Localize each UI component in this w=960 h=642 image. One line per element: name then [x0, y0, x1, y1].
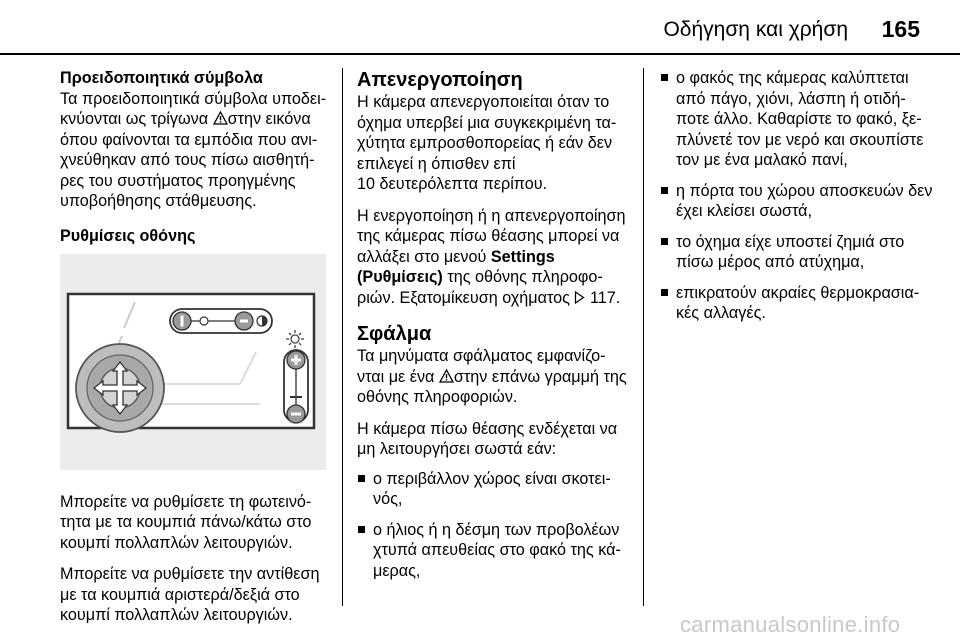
text-line: νται με ένα [357, 367, 435, 386]
text-line: μερας, [373, 561, 421, 580]
text-line: πλύνετέ τον με νερό και σκουπίστε [676, 130, 924, 149]
text-line: χτυπά απευθείας στο φακό της κά- [373, 541, 621, 559]
warning-symbols-paragraph [60, 89, 328, 212]
text-line: νός, [373, 490, 403, 508]
bullet [358, 475, 365, 482]
text-line: κές αλλαγές. [676, 304, 766, 322]
chapter-title: Οδήγηση και χρήση [663, 18, 848, 41]
deactivation-heading: Απενεργοποίηση [357, 69, 523, 91]
column-divider-2 [643, 68, 644, 606]
text-line: η πόρτα του χώρου αποσκευών δεν [676, 181, 933, 200]
bullet [661, 289, 668, 296]
column-divider-1 [342, 68, 343, 606]
text-line: χύτητα εμπροσθοπορείας ή εάν δεν [357, 134, 613, 152]
text-line: στην επάνω γραμμή της [453, 367, 627, 386]
list-item [357, 520, 635, 582]
text-line: επικρατούν ακραίες θερμοκρασια- [676, 283, 920, 302]
text-line: το όχημα είχε υποστεί ζημιά στο [676, 232, 905, 251]
contrast-paragraph [60, 564, 328, 626]
warning-triangle-icon [439, 369, 454, 383]
text-line: Τα προειδοποιητικά σύμβολα υποδει- [60, 89, 327, 108]
list-item [660, 232, 935, 273]
brightness-paragraph [60, 492, 328, 554]
text-line: ο ήλιος ή η δέσμη των προβολέων [373, 520, 620, 539]
display-settings-illustration [60, 254, 326, 470]
text-line: της κάμερας πίσω θέασης μπορεί να [357, 227, 620, 245]
text-line: της οθόνης πληροφο- [447, 268, 603, 286]
text-line: όχημα υπερβεί μια συγκεκριμένη τα- [357, 113, 617, 132]
reenable-paragraph [357, 206, 635, 309]
text-line: κνύονται ως τρίγωνα [60, 110, 209, 128]
column-3 [660, 68, 935, 334]
malfunction-paragraph [357, 419, 635, 460]
contrast-half-circle-icon [257, 316, 267, 326]
text-line: ριών. Εξατομίκευση οχήματος [357, 288, 570, 307]
bullet [661, 238, 668, 245]
header-rule [0, 53, 960, 55]
bullet [661, 187, 668, 194]
text-line: τον με ένα μαλακό πανί, [676, 151, 848, 169]
text-line: πίσω μέρος από ατύχημα, [676, 253, 865, 271]
text-line: έχει κλείσει σωστά, [676, 202, 812, 220]
text-line: όπου φαίνονται τα εμπόδια που ανι- [60, 130, 318, 149]
text-line: χνεύθηκαν από τους πίσω αισθητή- [60, 151, 315, 169]
page-header [0, 0, 960, 60]
error-paragraph [357, 346, 635, 408]
bullet [661, 74, 668, 81]
text-line: από πάγο, χιόνι, λάσπη ή οτιδή- [676, 89, 906, 108]
text-line: επιλεγεί η όπισθεν επί [357, 154, 516, 173]
text-line: Η κάμερα πίσω θέασης ενδέχεται να [357, 419, 618, 438]
text-line: ρες του συστήματος προηγμένης [60, 171, 296, 190]
text-line: ο φακός της κάμερας καλύπτεται [676, 69, 909, 87]
warning-symbols-heading: Προειδοποιητικά σύμβολα [60, 69, 263, 87]
text-line: Μπορείτε να ρυθμίσετε τη φωτεινό- [60, 492, 312, 511]
screen-settings-heading: Ρυθμίσεις οθόνης [60, 226, 196, 245]
malfunction-list [357, 469, 635, 582]
page-reference-arrow-icon [574, 291, 585, 304]
watermark: carmanualsonline.info [680, 612, 901, 637]
settings-menu-name: Settings [490, 247, 555, 266]
text-line: οθόνης πληροφοριών. [357, 388, 518, 406]
page-reference[interactable]: 117. [589, 288, 621, 307]
text-line: τητα με τα κουμπιά πάνω/κάτω στο [60, 513, 312, 531]
text-line: ο περιβάλλον χώρος είναι σκοτει- [373, 469, 611, 488]
text-line: υποβοήθησης στάθμευσης. [60, 192, 257, 210]
list-item [660, 283, 935, 324]
text-line: ποτε άλλο. Καθαρίστε το φακό, ξε- [676, 110, 922, 128]
text-line: κουμπί πολλαπλών λειτουργιών. [60, 606, 293, 624]
column-2 [357, 68, 635, 591]
text-line: Μπορείτε να ρυθμίσετε την αντίθεση [60, 565, 320, 583]
multifunction-knob [76, 344, 164, 432]
bullet [358, 526, 365, 533]
text-line: 10 δευτερόλεπτα περίπου. [357, 175, 548, 193]
text-line: αλλάξει στο μενού [357, 247, 487, 266]
list-item [357, 469, 635, 510]
text-line: Η κάμερα απενεργοποιείται όταν το [357, 93, 610, 111]
list-item [660, 181, 935, 222]
page-number: 165 [881, 16, 920, 42]
text-line: με τα κουμπιά αριστερά/δεξιά στο [60, 585, 300, 604]
text-line: Η ενεργοποίηση ή η απενεργοποίηση [357, 206, 626, 225]
warning-triangle-icon [213, 111, 228, 125]
settings-menu-name-greek: (Ρυθμίσεις) [357, 268, 443, 286]
text-line: κουμπί πολλαπλών λειτουργιών. [60, 533, 293, 552]
deactivation-paragraph [357, 92, 635, 195]
malfunction-list-continued [660, 68, 935, 324]
column-1 [60, 68, 328, 626]
text-line: στην εικόνα [227, 110, 311, 128]
list-item [660, 68, 935, 171]
text-line: Τα μηνύματα σφάλματος εμφανίζο- [357, 347, 606, 365]
text-line: μη λειτουργήσει σωστά εάν: [357, 440, 557, 458]
error-heading: Σφάλμα [357, 323, 432, 345]
